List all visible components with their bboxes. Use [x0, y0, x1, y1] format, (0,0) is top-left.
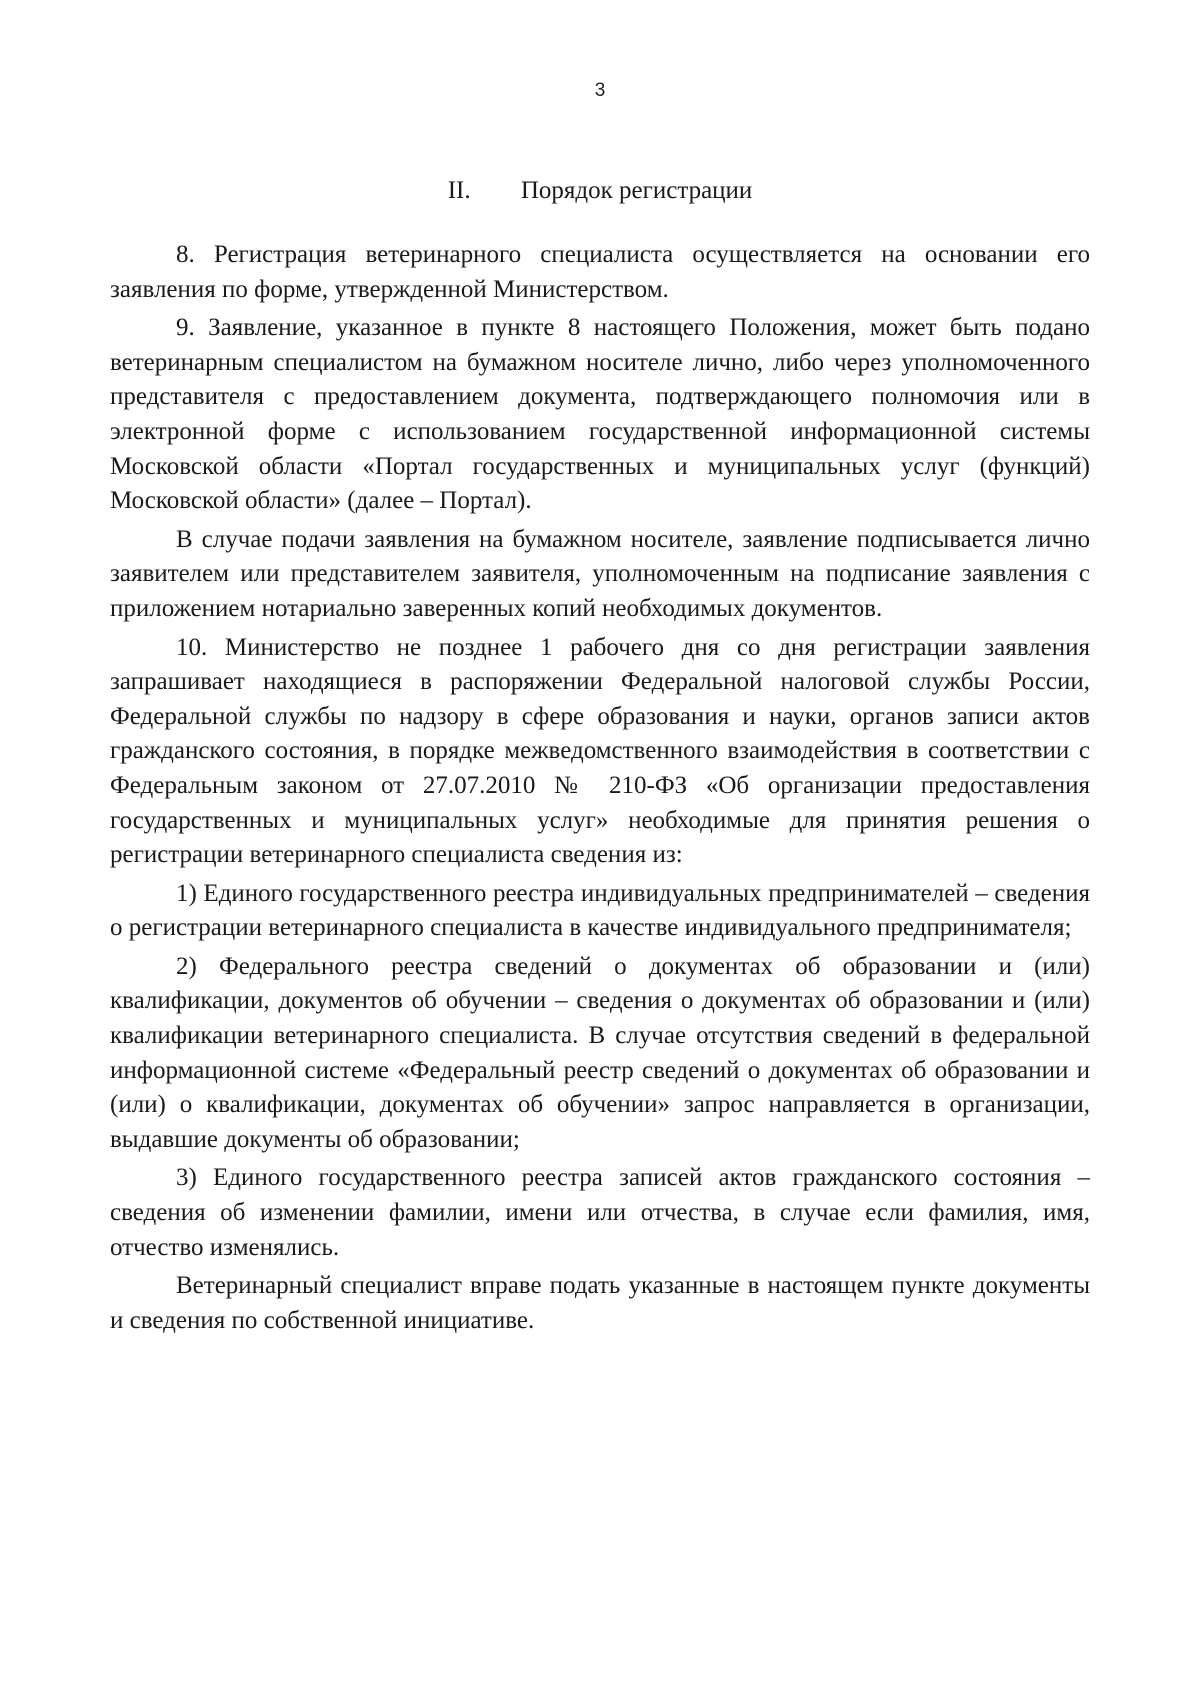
page-number: 3	[594, 80, 606, 101]
paragraph-10: 10. Министерство не позднее 1 рабочего дня со дня регистрации заявления запрашивает находящиеся в распоряжении Федеральной налоговой службы России, Федеральной службы по надзору в сфере образования и науки, органов записи актов гражданского состояния, в порядке межведомственного взаимодействия в соответствии с Федеральным законом от 27.07.2010 № 210-ФЗ «Об организации предоставления государственных и муниципальных услуг» необходимые для принятия решения о регистрации ветеринарного специалиста сведения из:	[110, 633, 1090, 869]
paragraph-10-own-initiative: Ветеринарный специалист вправе подать указанные в настоящем пункте документы и сведения по собственной инициативе.	[110, 1272, 1090, 1334]
list-item-2: 2) Федерального реестра сведений о документах об образовании и (или) квалификации, документов об обучении – сведения о документах об образовании и (или) квалификации ветеринарного специалиста. В случае отсутствия сведений в федеральной информационной системе «Федеральный реестр сведений о документах об образовании и (или) о квалификации, документах об обучении» запрос направляется в организации, выдавшие документы об образовании;	[110, 952, 1090, 1153]
paragraph-9-paper-submission: В случае подачи заявления на бумажном носителе, заявление подписывается лично заявителем или представителем заявителя, уполномоченным на подписание заявления с приложением нотариально заверенных копий необходимых документов.	[110, 525, 1090, 622]
section-number: II.	[447, 177, 471, 204]
list-item-3: 3) Единого государственного реестра записей актов гражданского состояния – сведения об изменении фамилии, имени или отчества, в случае если фамилия, имя, отчество изменялись.	[110, 1164, 1090, 1261]
paragraph-8: 8. Регистрация ветеринарного специалиста осуществляется на основании его заявления по форме, утвержденной Министерством.	[110, 241, 1090, 303]
body-text	[110, 238, 1090, 1342]
section-title: Порядок регистрации	[520, 177, 753, 204]
list-item-1: 1) Единого государственного реестра индивидуальных предпринимателей – сведения о регистрации ветеринарного специалиста в качестве индивидуального предпринимателя;	[110, 879, 1090, 942]
paragraph-9: 9. Заявление, указанное в пункте 8 настоящего Положения, может быть подано ветеринарным специалистом на бумажном носителе лично, либо через уполномоченного представителя с предоставлением документа, подтверждающего полномочия или в электронной форме с использованием государственной информационной системы Московской области «Портал государственных и муниципальных услуг (функций) Московской области» (далее – Портал).	[110, 314, 1090, 515]
section-heading	[0, 176, 1200, 206]
